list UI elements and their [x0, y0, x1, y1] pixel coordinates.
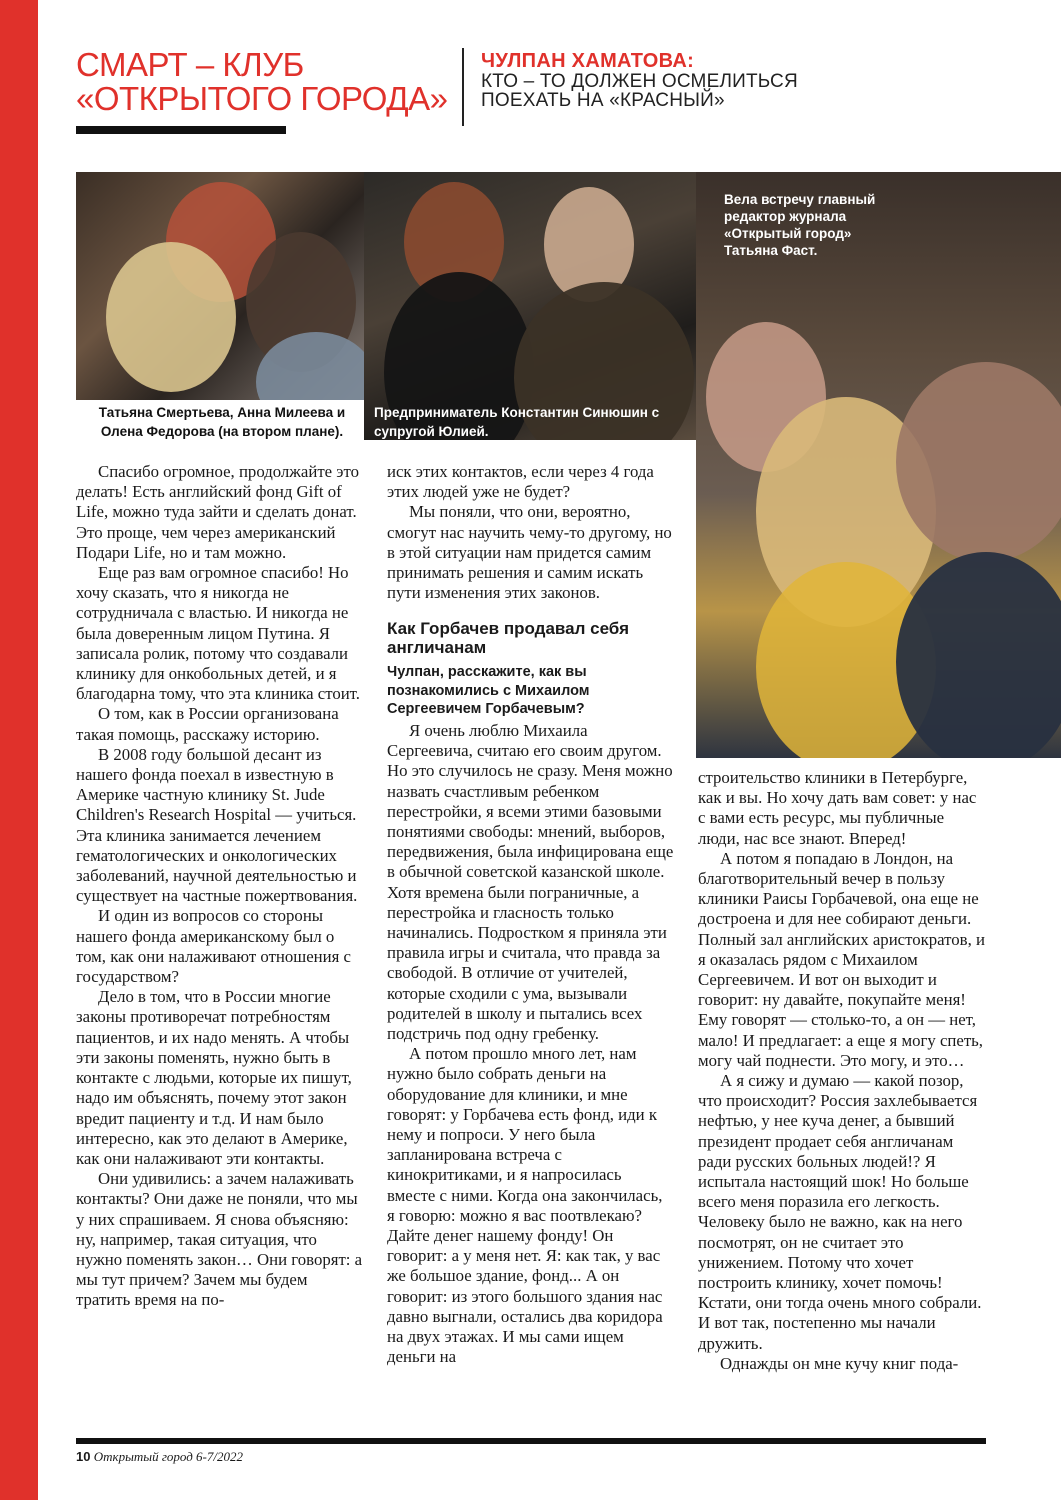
photo-couple	[364, 172, 696, 440]
article-column-2	[387, 462, 674, 1367]
section-title-line2: «ОТКРЫТОГО ГОРОДА»	[76, 80, 448, 117]
paragraph: А потом прошло много лет, нам нужно было собрать деньги на оборудование для клиники, и мне говорят: у Горбачева есть фонд, иди к нему и попроси. У него была запланирована встреча с кинокритиками, и я напросилась вместе с ними. Когда она закончилась, я говорю: можно я вас поотвлекаю? Дайте денег нашему фонду! Он говорит: а у меня нет. Я: как так, у вас же большое здание, фонд... А он говорит: из этого большого здания нас давно выгнали, остались два коридора на двух этажах. И мы сами ищем деньги на	[387, 1044, 663, 1367]
interview-question: Чулпан, расскажите, как вы познакомились с Михаилом Сергеевичем Горбачевым?	[387, 664, 590, 718]
headline-sub-line2: ПОЕХАТЬ НА «КРАСНЫЙ»	[481, 90, 725, 111]
paragraph: Еще раз вам огромное спасибо! Но хочу сказать, что я никогда не сотрудничала с властью. И никогда не была доверенным лицом Путина. Я записала ролик, потому что создавали клинику для онкобольных детей, и я благодарна тому, что эта клиника стоит.	[76, 563, 360, 704]
page-number: 10	[76, 1449, 91, 1464]
footer-rule	[76, 1438, 986, 1444]
page-footer	[76, 1449, 243, 1465]
photo-caption-2: Предприниматель Константин Синюшин с супругой Юлией.	[374, 405, 660, 439]
section-title-line1: СМАРТ – КЛУБ	[76, 46, 304, 83]
article-column-1	[76, 462, 363, 1311]
paragraph: иск этих контактов, если через 4 года этих людей уже не будет?	[387, 462, 654, 502]
paragraph: И один из вопросов со стороны нашего фонда американскому был о том, как они налаживают отношения с государством?	[76, 906, 351, 987]
header-rule	[76, 126, 286, 134]
paragraph: А потом я попадаю в Лондон, на благотворительный вечер в пользу клиники Раисы Горбачевой, она еще не достроена и для нее собирают деньги. Полный зал английских аристократов, и я оказалась рядом с Михаилом Сергеевичем. И вот он выходит и говорит: ну давайте, покупайте меня! Ему говорят — столько-то, а он — нет, мало! И предлагает: а еще я могу спеть, могу чай поднести. Это могу, и это…	[698, 848, 985, 1070]
photo-caption-3: Вела встречу главный редактор журнала «Открытый город» Татьяна Фаст.	[724, 192, 876, 258]
paragraph: Я очень люблю Михаила Сергеевича, считаю его своим другом. Но это случилось не сразу. Меня можно назвать счастливым ребенком перестройки, я всеми этими базовыми понятиями свободы: мнений, выборов, передвижения, была инфицирована еще в обычной советской казанской школе. Хотя времена были пограничные, а перестройка и гласность только начинались. Подростком я приняла эти правила игры и считала, что правда за свободой. В отличие от учителей, которые сходили с ума, вызывали родителей в школу и пытались всех подстричь под одну гребенку.	[387, 720, 674, 1043]
paragraph: строительство клиники в Петербурге, как и вы. Но хочу дать вам совет: у нас с вами есть ресурс, мы публичные люди, нас все знают. Вперед!	[698, 768, 977, 848]
paragraph: Мы поняли, что они, вероятно, смогут нас научить чему-то другому, но в этой ситуации нам придется самим принимать решения и самим искать пути изменения этих законов.	[387, 502, 672, 603]
section-title	[76, 48, 456, 116]
paragraph: В 2008 году большой десант из нашего фонда поехал в известную в Америке частную клинику St. Jude Children's Research Hospital — учиться. Эта клиника занимается лечением гематологических и онкологических заболеваний, научной деятельностью и существует на частные пожертвования.	[76, 744, 358, 906]
photo-audience	[696, 172, 1061, 758]
paragraph: А я сижу и думаю — какой позор, что происходит? Россия захлебывается нефтью, у нее куча денег, а бывший президент продает себя англичанам ради русских больных людей!? Я испытала настоящий шок! Но больше всего меня поразила его легкость. Человеку было не важно, как на него посмотрят, он не считает это унижением. Потому что хочет построить клинику, хочет помочь! Кстати, они тогда очень много собрали. И вот так, постепенно мы начали дружить.	[698, 1071, 982, 1353]
paragraph: Однажды он мне кучу книг пода-	[720, 1353, 959, 1373]
red-margin-bar	[0, 0, 38, 1500]
headline-name: ЧУЛПАН ХАМАТОВА:	[481, 50, 695, 72]
magazine-issue: Открытый город 6-7/2022	[93, 1449, 243, 1464]
article-headline	[481, 50, 1041, 110]
photo-three-women	[76, 172, 364, 400]
photo-caption-1: Татьяна Смертьева, Анна Милеева и Олена Федорова (на втором плане).	[98, 405, 346, 439]
paragraph: Спасибо огромное, продолжайте это делать! Есть английский фонд Gift of Life, можно туда зайти и сделать донат. Это проще, чем через американский Подари Life, но и там можно.	[76, 462, 360, 562]
headline-sub-line1: КТО – ТО ДОЛЖЕН ОСМЕЛИТЬСЯ	[481, 71, 798, 92]
section-subheading: Как Горбачев продавал себя англичанам	[387, 619, 630, 658]
header-divider	[462, 48, 464, 126]
paragraph: Дело в том, что в России многие законы противоречат потребностям пациентов, и их надо менять. А чтобы эти законы поменять, нужно быть в контакте с людьми, которые их пишут, надо им объяснять, почему этот закон вредит пациенту и т.д. И нам было интересно, как это делают в Америке, как они налаживают эти контакты.	[76, 987, 352, 1168]
article-column-3	[698, 768, 985, 1374]
paragraph: О том, как в России организована такая помощь, расскажу историю.	[76, 704, 339, 744]
paragraph: Они удивились: а зачем налаживать контакты? Они даже не поняли, что мы у них спрашиваем. Я снова объясняю: ну, например, такая ситуация, что нужно поменять закон… Они говорят: а мы тут причем? Зачем мы будем тратить время на по-	[76, 1169, 363, 1310]
